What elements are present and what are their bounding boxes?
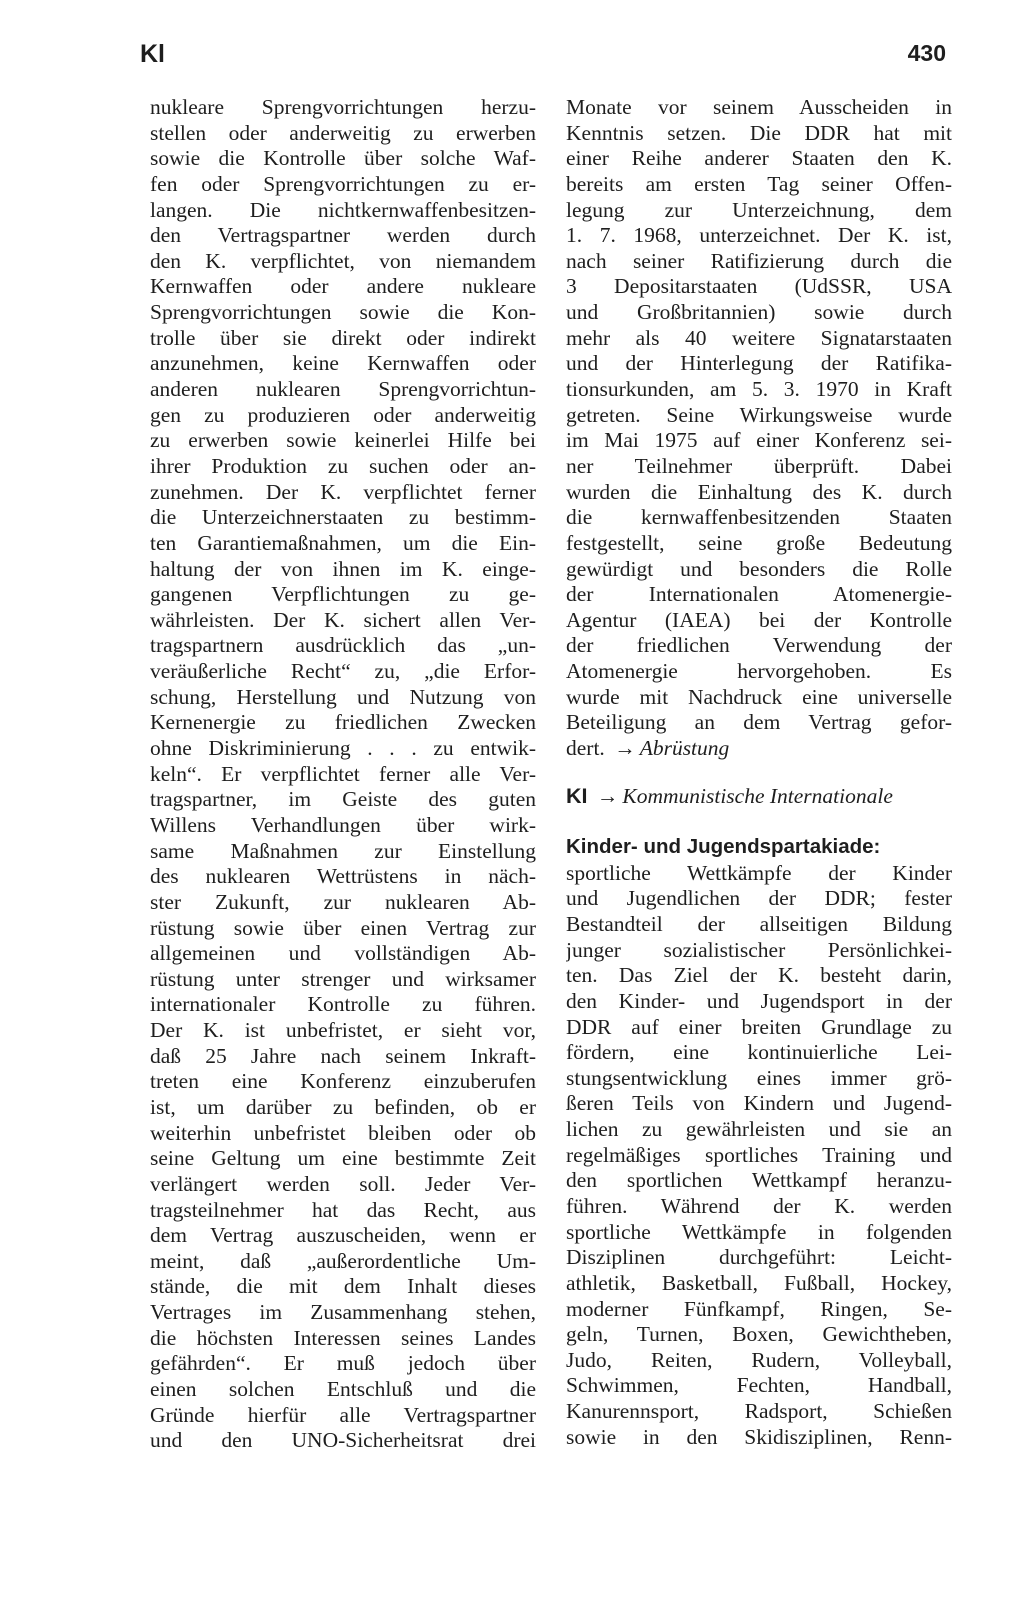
text-line: Schwimmen, Fechten, Handball, <box>566 1373 952 1398</box>
text-line: tragspartner, im Geiste des guten <box>150 787 536 812</box>
text-line: wurden die Einhaltung des K. durch <box>566 479 952 504</box>
text-line: fördern, eine kontinuierliche Lei- <box>566 1040 952 1065</box>
text-line: keln“. Er verpflichtet ferner alle Ver- <box>150 761 536 786</box>
text-line: Willens Verhandlungen über wirk- <box>150 812 536 837</box>
text-line: ster Zukunft, zur nuklearen Ab- <box>150 889 536 914</box>
text-line: Bestandteil der allseitigen Bildung <box>566 911 952 936</box>
text-line: Kanurennsport, Radsport, Schießen <box>566 1399 952 1424</box>
text-line: allgemeinen und vollständigen Ab- <box>150 941 536 966</box>
text-line: sowie in den Skidisziplinen, Renn- <box>566 1424 952 1449</box>
text-line: verlängert werden soll. Jeder Ver- <box>150 1171 536 1196</box>
arrow-icon: → <box>596 783 619 808</box>
text-line: Kenntnis setzen. Die DDR hat mit <box>566 120 952 145</box>
text-line: wurde mit Nachdruck eine universelle <box>566 684 952 709</box>
text-line: gangenen Verpflichtungen zu ge- <box>150 582 536 607</box>
text-line: 1. 7. 1968, unterzeichnet. Der K. ist, <box>566 223 952 248</box>
reference-link-komintern[interactable]: Kommunistische Internationale <box>622 783 893 808</box>
right-column <box>566 95 952 1450</box>
text-line: 3 Depositarstaaten (UdSSR, USA <box>566 274 952 299</box>
text-line: trolle über sie direkt oder indirekt <box>150 325 536 350</box>
text-line: gen zu produzieren oder anderweitig <box>150 402 536 427</box>
right-continuation-text <box>566 95 952 736</box>
text-line: stände, die mit dem Inhalt dieses <box>150 1274 536 1299</box>
text-line: mehr als 40 weitere Signatarstaaten <box>566 325 952 350</box>
text-line: Monate vor seinem Ausscheiden in <box>566 95 952 119</box>
text-line: lichen zu gewährleisten und sie an <box>566 1117 952 1142</box>
continuation-end-text: dert. <box>566 736 605 761</box>
left-column <box>150 95 536 1454</box>
text-line: die höchsten Interessen seines Landes <box>150 1325 536 1350</box>
text-line: meint, daß „außerordentliche Um- <box>150 1248 536 1273</box>
text-line: legung zur Unterzeichnung, dem <box>566 197 952 222</box>
text-line: Sprengvorrichtungen sowie die Kon- <box>150 300 536 325</box>
text-line: tragspartnern ausdrücklich das „un- <box>150 633 536 658</box>
text-line: tragsteilnehmer hat das Recht, aus <box>150 1197 536 1222</box>
text-line: anzunehmen, keine Kernwaffen oder <box>150 351 536 376</box>
text-line: ten Garantiemaßnahmen, um die Ein- <box>150 530 536 555</box>
text-line: sportliche Wettkämpfe in folgenden <box>566 1219 952 1244</box>
text-line: Der K. ist unbefristet, er sieht vor, <box>150 1018 536 1043</box>
text-line: gefährden“. Er muß jedoch über <box>150 1351 536 1376</box>
text-line: Atomenergie hervorgehoben. Es <box>566 659 952 684</box>
text-line: und der Hinterlegung der Ratifika- <box>566 351 952 376</box>
text-line: zunehmen. Der K. verpflichtet ferner <box>150 479 536 504</box>
text-line: schung, Herstellung und Nutzung von <box>150 684 536 709</box>
text-line: fen oder Sprengvorrichtungen zu er- <box>150 171 536 196</box>
text-line: die Unterzeichnerstaaten zu bestimm- <box>150 505 536 530</box>
spacer <box>566 812 952 834</box>
text-line: Judo, Reiten, Rudern, Volleyball, <box>566 1347 952 1372</box>
spacer <box>566 762 952 784</box>
page-header <box>140 40 946 80</box>
text-line: und Jugendlichen der DDR; fester <box>566 886 952 911</box>
text-line: Kernenergie zu friedlichen Zwecken <box>150 710 536 735</box>
text-line: DDR auf einer breiten Grundlage zu <box>566 1014 952 1039</box>
text-line: stungsentwicklung eines immer grö- <box>566 1065 952 1090</box>
entry-heading-kinder-und-jugendspartakiade: Kinder- und Jugendspartakiade: <box>566 834 881 858</box>
text-line: Gründe hierfür alle Vertragspartner <box>150 1402 536 1427</box>
text-line: und den UNO-Sicherheitsrat drei <box>150 1428 536 1453</box>
text-line: sowie die Kontrolle über solche Waf- <box>150 146 536 171</box>
text-line: zu erwerben sowie keinerlei Hilfe bei <box>150 428 536 453</box>
text-line: ist, um darüber zu befinden, ob er <box>150 1094 536 1119</box>
text-line: des nuklearen Wettrüstens in näch- <box>150 864 536 889</box>
text-line: daß 25 Jahre nach seinem Inkraft- <box>150 1043 536 1068</box>
text-line: same Maßnahmen zur Einstellung <box>150 838 536 863</box>
running-head: Kl <box>140 40 165 68</box>
text-line: währleisten. Der K. sichert allen Ver- <box>150 607 536 632</box>
text-line: regelmäßiges sportliches Training und <box>566 1142 952 1167</box>
text-line: moderner Fünfkampf, Ringen, Se- <box>566 1296 952 1321</box>
text-line: ihrer Produktion zu suchen oder an- <box>150 453 536 478</box>
text-line: festgestellt, seine große Bedeutung <box>566 530 952 555</box>
text-line: den sportlichen Wettkampf heranzu- <box>566 1168 952 1193</box>
text-line: tionsurkunden, am 5. 3. 1970 in Kraft <box>566 377 952 402</box>
text-line: weiterhin unbefristet bleiben oder ob <box>150 1120 536 1145</box>
text-line: den Kinder- und Jugendsport in der <box>566 988 952 1013</box>
page-number: 430 <box>907 40 946 66</box>
entry-ki <box>566 784 952 812</box>
text-line: die kernwaffenbesitzenden Staaten <box>566 505 952 530</box>
text-line: veräußerliche Recht“ zu, „die Erfor- <box>150 659 536 684</box>
text-line: ten. Das Ziel der K. besteht darin, <box>566 963 952 988</box>
text-line: rüstung unter strenger und wirksamer <box>150 966 536 991</box>
text-line: im Mai 1975 auf einer Konferenz sei- <box>566 428 952 453</box>
text-line: Beteiligung an dem Vertrag gefor- <box>566 710 952 735</box>
text-line: sportliche Wettkämpfe der Kinder <box>566 860 952 885</box>
text-line: den K. verpflichtet, von niemandem <box>150 248 536 273</box>
entry-body-kinder-und-jugendspartakiade <box>566 861 952 1451</box>
text-line: junger sozialistischer Persönlichkei- <box>566 937 952 962</box>
text-line: seine Geltung um eine bestimmte Zeit <box>150 1146 536 1171</box>
text-line: nach seiner Ratifizierung durch die <box>566 248 952 273</box>
cross-reference-abruestung <box>566 736 952 762</box>
text-line: anderen nuklearen Sprengvorrichtun- <box>150 377 536 402</box>
text-line: ßeren Teils von Kindern und Jugend- <box>566 1091 952 1116</box>
text-line: athletik, Basketball, Fußball, Hockey, <box>566 1270 952 1295</box>
text-line: haltung der von ihnen im K. einge- <box>150 556 536 581</box>
entry-lemma-ki: KI <box>566 783 588 808</box>
text-line: Kernwaffen oder andere nukleare <box>150 274 536 299</box>
text-line: und Großbritannien) sowie durch <box>566 300 952 325</box>
text-line: den Vertragspartner werden durch <box>150 223 536 248</box>
text-line: Vertrages im Zusammenhang stehen, <box>150 1300 536 1325</box>
text-line: treten eine Konferenz einzuberufen <box>150 1069 536 1094</box>
text-line: rüstung sowie über einen Vertrag zur <box>150 915 536 940</box>
text-line: führen. Während der K. werden <box>566 1193 952 1218</box>
text-line: nukleare Sprengvorrichtungen herzu- <box>150 95 536 119</box>
text-line: langen. Die nichtkernwaffenbesitzen- <box>150 197 536 222</box>
text-line: internationaler Kontrolle zu führen. <box>150 992 536 1017</box>
reference-link-abruestung[interactable]: Abrüstung <box>639 736 730 761</box>
text-line: der friedlichen Verwendung der <box>566 633 952 658</box>
text-line: geln, Turnen, Boxen, Gewichtheben, <box>566 1322 952 1347</box>
arrow-icon: → <box>614 736 636 761</box>
text-line: einen solchen Entschluß und die <box>150 1377 536 1402</box>
text-line: stellen oder anderweitig zu erwerben <box>150 120 536 145</box>
text-line: ner Teilnehmer überprüft. Dabei <box>566 453 952 478</box>
text-line: einer Reihe anderer Staaten den K. <box>566 146 952 171</box>
text-line: getreten. Seine Wirkungsweise wurde <box>566 402 952 427</box>
text-line: Disziplinen durchgeführt: Leicht- <box>566 1245 952 1270</box>
text-line: gewürdigt und besonders die Rolle <box>566 556 952 581</box>
text-line: der Internationalen Atomenergie- <box>566 582 952 607</box>
text-line: dem Vertrag auszuscheiden, wenn er <box>150 1223 536 1248</box>
text-line: ohne Diskriminierung . . . zu entwik- <box>150 736 536 761</box>
text-line: bereits am ersten Tag seiner Offen- <box>566 171 952 196</box>
text-line: Agentur (IAEA) bei der Kontrolle <box>566 607 952 632</box>
